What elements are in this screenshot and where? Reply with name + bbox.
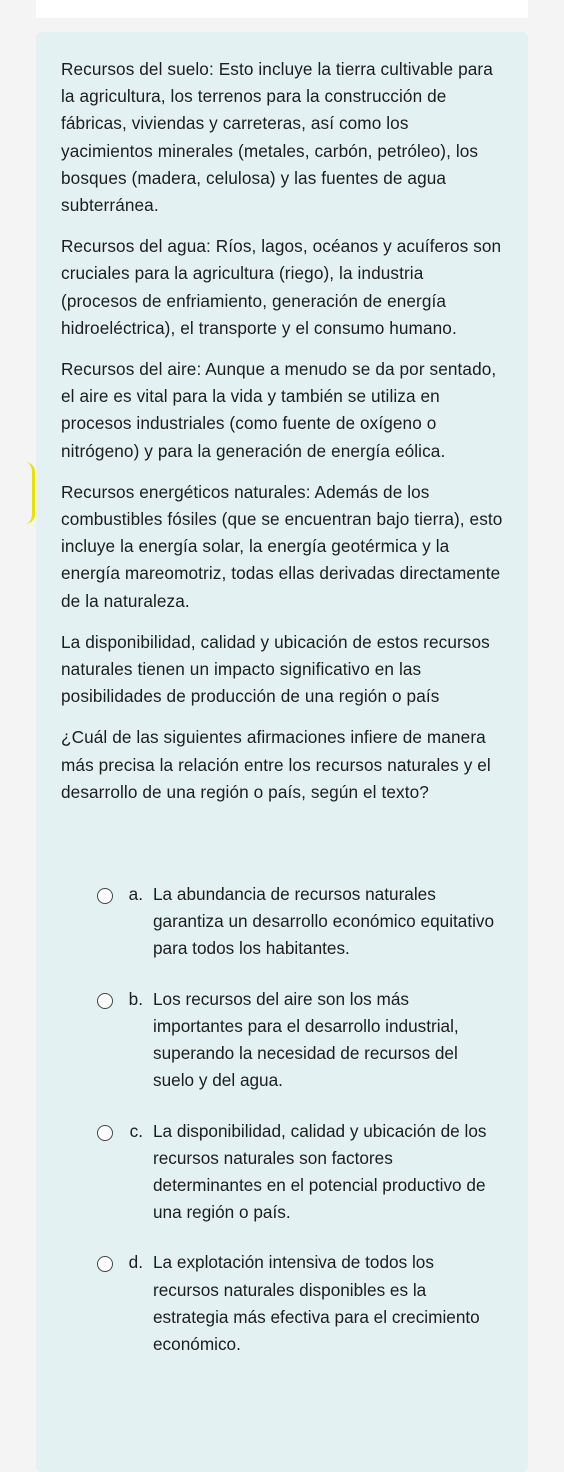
option-letter: b.: [128, 988, 143, 1009]
option-c[interactable]: [97, 1118, 504, 1227]
radio-button-c[interactable]: [97, 1125, 113, 1141]
question-card: [36, 32, 528, 1472]
top-strip: [36, 0, 528, 18]
paragraph-air: Recursos del aire: Aunque a menudo se da por sentado, el aire es vital para la vida y también se utiliza en procesos industriales (como fuente de oxígeno o nitrógeno) y para la generación de energía eólica.: [61, 359, 497, 461]
option-text: La abundancia de recursos naturales garantiza un desarrollo económico equitativo para todos los habitantes.: [153, 884, 495, 959]
highlight-mark: [25, 462, 35, 524]
option-d[interactable]: [97, 1249, 504, 1358]
radio-button-b[interactable]: [97, 993, 113, 1009]
radio-button-a[interactable]: [97, 888, 113, 904]
option-text: La explotación intensiva de todos los recursos naturales disponibles es la estrategia más efectiva para el crecimiento económico.: [153, 1252, 480, 1354]
option-text: La disponibilidad, calidad y ubicación de los recursos naturales son factores determinantes en el potencial productivo de una región o país.: [153, 1120, 487, 1223]
option-letter: d.: [128, 1252, 143, 1273]
paragraph-soil: Recursos del suelo: Esto incluye la tierra cultivable para la agricultura, los terrenos para la construcción de fábricas, viviendas y carreteras, así como los yacimientos minerales (metales, carbón, petróleo), los bosques (madera, celulosa) y las fuentes de agua subterránea.: [61, 59, 493, 216]
option-letter: a.: [128, 884, 143, 905]
option-b[interactable]: [97, 986, 504, 1095]
paragraph-energy: Recursos energéticos naturales: Además de los combustibles fósiles (que se encuentran bajo tierra), esto incluye la energía solar, la energía geotérmica y la energía mareomotriz, todas ellas derivadas directamente de la naturaleza.: [61, 481, 503, 611]
radio-button-d[interactable]: [97, 1256, 113, 1272]
answer-options: [61, 881, 504, 1358]
paragraph-water: Recursos del agua: Ríos, lagos, océanos y acuíferos son cruciales para la agricultura (riego), la industria (procesos de enfriamiento, generación de energía hidroeléctrica), el transporte y el consumo humano.: [61, 236, 502, 338]
option-text: Los recursos del aire son los más importantes para el desarrollo industrial, superando la necesidad de recursos del suelo y del agua.: [153, 988, 459, 1091]
paragraph-summary: La disponibilidad, calidad y ubicación de estos recursos naturales tienen un impacto significativo en las posibilidades de producción de una región o país: [61, 631, 490, 707]
question-text: ¿Cuál de las siguientes afirmaciones infiere de manera más precisa la relación entre los recursos naturales y el desarrollo de una región o país, según el texto?: [61, 727, 491, 802]
option-letter: c.: [129, 1120, 143, 1141]
option-a[interactable]: [97, 881, 504, 963]
